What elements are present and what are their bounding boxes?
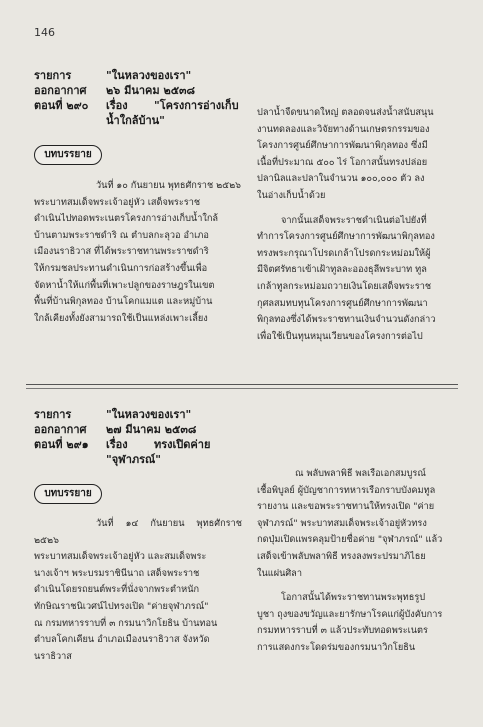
paragraph-line: บ้านตามพระราชดำริ ณ ตำบลกะลุวอ อำเภอ [34,229,209,241]
paragraph-line: มีจิตศรัทธาเข้าเฝ้าทูลละอองธุลีพระบาท ทูล [257,264,427,276]
paragraph-line: ตำบลโคกเคียน อำเภอเมืองนราธิวาส จังหวัด [34,634,210,646]
paragraph-line: พระบาทสมเด็จพระเจ้าอยู่หัว และสมเด็จพระ [34,551,207,563]
paragraph-line: นราธิวาส [34,650,72,662]
paragraph-line: ทักษิณราชนิเวศน์ไปทรงเปิด "ค่ายจุฬาภรณ์" [34,600,209,612]
paragraph-line: จากนั้นเสด็จพระราชดำเนินต่อไปยังที่ [281,214,427,226]
entry-290-right-column [257,105,453,345]
airdate-label: ออกอากาศ [34,423,87,436]
entry-291-left-column [34,516,242,665]
paragraph-line: ทรงพระกรุณาโปรดเกล้าโปรดกระหม่อมให้ผู้ [257,247,431,259]
episode-label: ตอนที่ ๒๙๑ [34,438,89,451]
entry-290-left-column [34,178,242,327]
paragraph-line: ในอ่างเก็บน้ำด้วย [257,189,326,201]
paragraph-line: ปลานิลและปลาในจำนวน ๑๐๐,๐๐๐ ตัว ลง [257,173,425,185]
paragraph-line: โครงการศูนย์ศึกษาการพัฒนาพิกุลทอง ซึ่งมี [257,140,428,152]
program-title: "ในหลวงของเรา" [106,408,192,421]
paragraph-gap [257,205,453,213]
paragraph-line: เสด็จเข้าพลับพลาพิธี ทรงลงพระปรมาภิไธย [257,550,426,562]
subject-label: เรื่อง [106,438,128,451]
paragraph-line: ทำการโครงการศูนย์ศึกษาการพัฒนาพิกุลทอง [257,231,435,243]
paragraph-line: วันที่ ๑๐ กันยายน พุทธศักราช ๒๕๒๖ [96,180,242,191]
paragraph-line: เกล้าทูลกระหม่อมถวายเงินโดยเสด็จพระราช [257,280,432,292]
paragraph-line: ณ พลับพลาพิธี พลเรือเอกสมบูรณ์ [295,468,426,479]
paragraph-line: วันที่ ๑๔ กันยายน พุทธศักราช ๒๕๒๖ [34,518,242,546]
paragraph-line: เชื้อพิบูลย์ ผู้บัญชาการทหารเรือกราบบังคมทูล [257,484,436,496]
paragraph-line: ให้กรมชลประทานดำเนินการก่อสร้างขึ้นเพื่อ [34,262,208,274]
paragraph-line: ใกล้เคียงทั้งยังสามารถใช้เป็นแหล่งเพาะเลี้ยง [34,312,208,324]
paragraph-line: เนื้อที่ประมาณ ๕๐๐ ไร่ โอกาสนั้นทรงปล่อย [257,156,428,168]
episode-label: ตอนที่ ๒๙๐ [34,99,89,112]
paragraph-line: กดปุ่มเปิดแพรคลุมป้ายชื่อค่าย "จุฬาภรณ์" แล้ว [257,534,443,546]
paragraph-line: งานทดลองและวิจัยทางด้านเกษตรกรรมของ [257,123,430,135]
paragraph-line: พระบาทสมเด็จพระเจ้าอยู่หัว เสด็จพระราช [34,196,201,208]
narration-badge: บทบรรยาย [34,145,102,165]
paragraph-line: ดำเนินโดยรถยนต์พระที่นั่งจากพระตำหนัก [34,584,200,596]
paragraph-line: โอกาสนั้นได้พระราชทานพระพุทธรูป [281,592,426,604]
subject-line-1: "โครงการอ่างเก็บ [154,99,239,112]
paragraph-line: รายงาน และขอพระราชทานให้ทรงเปิด "ค่าย [257,501,435,513]
paragraph-line: ในแผ่นศิลา [257,567,302,579]
paragraph-gap [257,582,453,590]
program-label: รายการ [34,408,72,421]
paragraph-line: การแสดงกระโดดร่มของกรมนาวิกโยธิน [257,641,416,653]
paragraph-line: จุฬาภรณ์" พระบาทสมเด็จพระเจ้าอยู่หัวทรง [257,517,427,529]
paragraph-line: บูชา ถุงของขวัญและยารักษาโรคแก่ผู้บังคับการ [257,608,443,620]
subject-label: เรื่อง [106,99,128,112]
entry-291-right-column [257,466,453,657]
program-label: รายการ [34,69,72,82]
subject-line-1: ทรงเปิดค่าย [154,438,211,451]
subject-line-2: น้ำใกล้บ้าน" [106,114,165,127]
paragraph-line: จัดหาน้ำให้แก่พื้นที่เพาะปลูกของราษฎรในเขต [34,279,215,291]
paragraph-line: นางเจ้าฯ พระบรมราชินีนาถ เสด็จพระราช [34,567,200,579]
narration-badge: บทบรรยาย [34,484,102,504]
page-number: 146 [34,26,55,39]
paragraph-line: เมืองนราธิวาส ที่ได้พระราชทานพระราชดำริ [34,246,209,258]
entry-header-290 [34,66,239,127]
airdate-value: ๒๗ มีนาคม ๒๕๓๘ [106,423,197,436]
section-divider [26,388,458,389]
airdate-value: ๒๖ มีนาคม ๒๕๓๘ [106,84,196,97]
paragraph-line: เพื่อใช้เป็นทุนหมุนเวียนของโครงการต่อไป [257,330,423,342]
paragraph-line: ณ กรมทหารราบที่ ๓ กรมนาวิกโยธิน บ้านทอน [34,617,218,629]
entry-header-291 [34,405,234,465]
paragraph-line: ปลาน้ำจืดขนาดใหญ่ ตลอดจนส่งน้ำสนับสนุน [257,107,434,118]
paragraph-line: กรมทหารราบที่ ๓ แล้วประทับทอดพระเนตร [257,625,428,637]
airdate-label: ออกอากาศ [34,84,87,97]
section-divider [26,384,458,385]
subject-line-2: "จุฬาภรณ์" [106,453,161,466]
paragraph-line: ดำเนินไปทอดพระเนตรโครงการอ่างเก็บน้ำใกล้ [34,213,219,225]
paragraph-line: พิกุลทองซึ่งได้พระราชทานเงินจำนวนดังกล่าว [257,314,436,326]
paragraph-line: กุศลสมทบทุนโครงการศูนย์ศึกษาการพัฒนา [257,297,428,309]
paragraph-line: พื้นที่บ้านพิกุลทอง บ้านโคกแมแต และหมู่บ้าน [34,296,213,308]
program-title: "ในหลวงของเรา" [106,69,192,82]
